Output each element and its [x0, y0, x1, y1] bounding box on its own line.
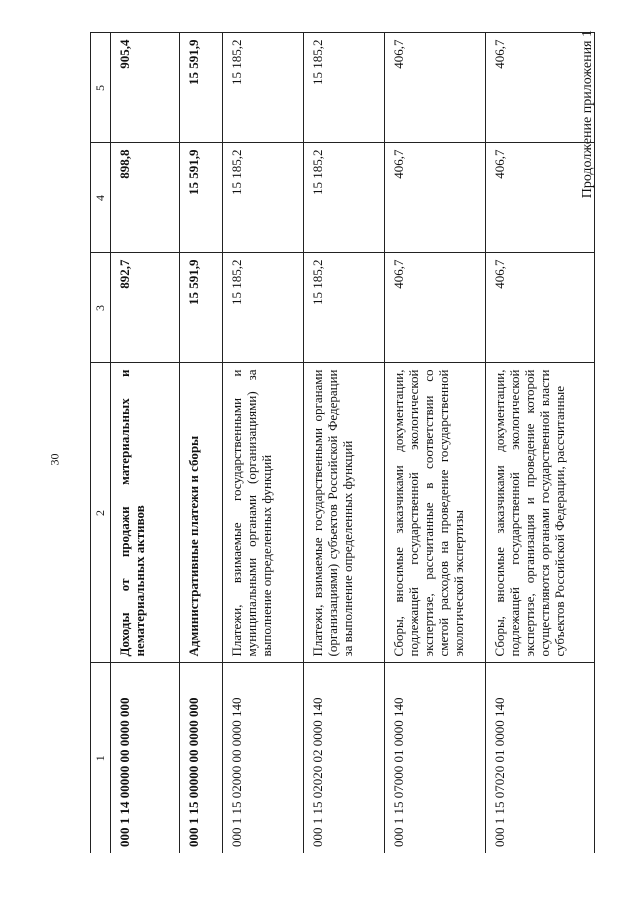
- row-value-4: 406,7: [385, 143, 486, 253]
- row-name: Административные платежи и сборы: [180, 363, 223, 663]
- row-code: 000 1 15 07020 01 0000 140: [486, 663, 595, 853]
- row-value-3: 15 591,9: [180, 253, 223, 363]
- row-value-5: 15 591,9: [180, 33, 223, 143]
- table-row: [304, 33, 385, 853]
- col-head-5: 5: [91, 33, 111, 143]
- row-code: 000 1 15 00000 00 0000 000: [180, 663, 223, 853]
- row-name: Платежи, взимаемые государственными органами (организациями) субъектов Российской Федерации за выполнение определенных функций: [304, 363, 385, 663]
- col-head-3: 3: [91, 253, 111, 363]
- row-code: 000 1 15 02020 02 0000 140: [304, 663, 385, 853]
- row-value-3: 15 185,2: [304, 253, 385, 363]
- row-value-5: 15 185,2: [223, 33, 304, 143]
- row-value-3: 406,7: [486, 253, 595, 363]
- continuation-label: Продолжение приложения 1: [580, 30, 595, 199]
- row-value-5: 905,4: [111, 33, 180, 143]
- budget-table: [90, 33, 595, 854]
- row-value-5: 406,7: [486, 33, 595, 143]
- row-code: 000 1 14 00000 00 0000 000: [111, 663, 180, 853]
- table-row: [385, 33, 486, 853]
- table-row: [111, 33, 180, 853]
- row-value-5: 406,7: [385, 33, 486, 143]
- col-head-4: 4: [91, 143, 111, 253]
- row-value-3: 892,7: [111, 253, 180, 363]
- row-code: 000 1 15 07000 01 0000 140: [385, 663, 486, 853]
- col-head-2: 2: [91, 363, 111, 663]
- row-name: Сборы, вносимые заказчиками документации, подлежащей государственной экологической экспертизе, организация и проведение которой осуществляются органами государственной власти субъектов Российской Федерации, рассчитанные: [486, 363, 595, 663]
- row-value-4: 15 185,2: [223, 143, 304, 253]
- table-row: [223, 33, 304, 853]
- page-number: 30: [47, 453, 62, 466]
- row-value-4: 15 185,2: [304, 143, 385, 253]
- row-code: 000 1 15 02000 00 0000 140: [223, 663, 304, 853]
- row-name: Платежи, взимаемые государственными и муниципальными органами (организациями) за выполнение определенных функций: [223, 363, 304, 663]
- row-value-5: 15 185,2: [304, 33, 385, 143]
- row-name: Сборы, вносимые заказчиками документации, подлежащей государственной экологической экспертизе, рассчитанные в соответствии со сметой расходов на проведение государственной экологической экспертизы: [385, 363, 486, 663]
- row-value-3: 15 185,2: [223, 253, 304, 363]
- rotated-table-wrapper: [90, 33, 580, 853]
- row-value-3: 406,7: [385, 253, 486, 363]
- row-value-4: 15 591,9: [180, 143, 223, 253]
- row-value-4: 898,8: [111, 143, 180, 253]
- row-value-4: 406,7: [486, 143, 595, 253]
- row-name: Доходы от продажи материальных и нематериальных активов: [111, 363, 180, 663]
- table-row: [486, 33, 595, 853]
- column-number-row: [91, 33, 111, 853]
- col-head-1: 1: [91, 663, 111, 853]
- table-row: [180, 33, 223, 853]
